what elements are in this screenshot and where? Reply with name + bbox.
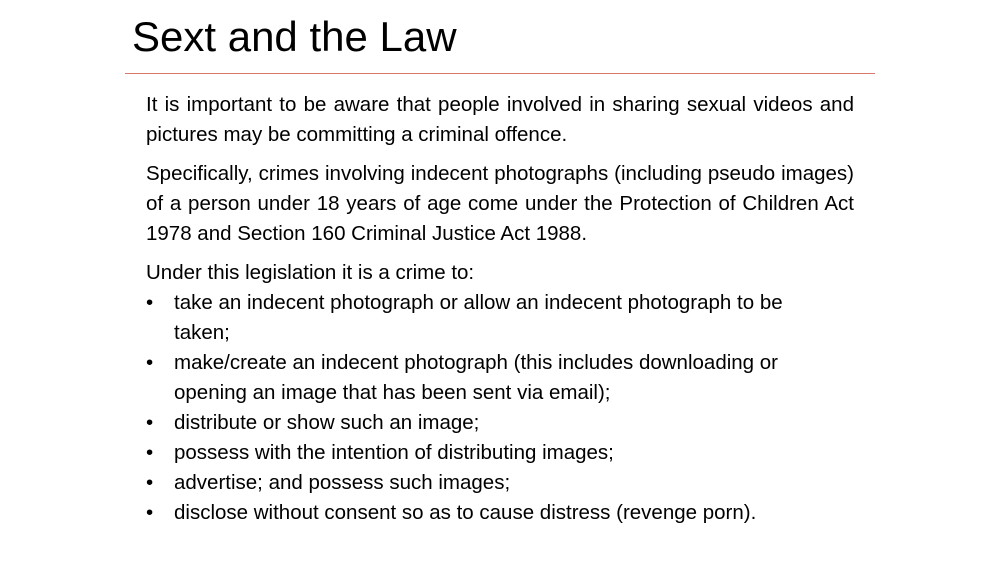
bullet-icon: • xyxy=(146,291,154,314)
paragraph-list-lead: Under this legislation it is a crime to: xyxy=(146,261,475,284)
bullet-icon: • xyxy=(146,351,154,374)
list-item-text: disclose without consent so as to cause distress (revenge porn). xyxy=(174,501,757,524)
bullet-icon: • xyxy=(146,441,154,464)
list-item xyxy=(146,288,854,348)
paragraph-intro: It is important to be aware that people involved in sharing sexual videos and pictures may be committing a criminal offence. xyxy=(146,93,854,146)
list-item-text: possess with the intention of distributing images; xyxy=(174,441,614,464)
bullet-icon: • xyxy=(146,411,154,434)
title-divider xyxy=(125,73,875,74)
slide-body xyxy=(146,90,854,528)
list-item-text: advertise; and possess such images; xyxy=(174,471,511,494)
slide-title: Sext and the Law xyxy=(132,13,457,60)
crime-list xyxy=(146,288,854,528)
list-item xyxy=(146,408,854,438)
list-item-text: make/create an indecent photograph (this includes downloading or opening an image that has been sent via email); xyxy=(174,351,778,404)
list-item xyxy=(146,468,854,498)
list-item xyxy=(146,348,854,408)
list-item-text: take an indecent photograph or allow an indecent photograph to be taken; xyxy=(174,291,783,344)
list-item xyxy=(146,438,854,468)
bullet-icon: • xyxy=(146,471,154,494)
list-item-text: distribute or show such an image; xyxy=(174,411,480,434)
bullet-icon: • xyxy=(146,501,154,524)
paragraph-legislation: Specifically, crimes involving indecent photographs (including pseudo images) of a person under 18 years of age come under the Protection of Children Act 1978 and Section 160 Criminal Justice Act 1988. xyxy=(146,162,854,245)
list-item xyxy=(146,498,854,528)
